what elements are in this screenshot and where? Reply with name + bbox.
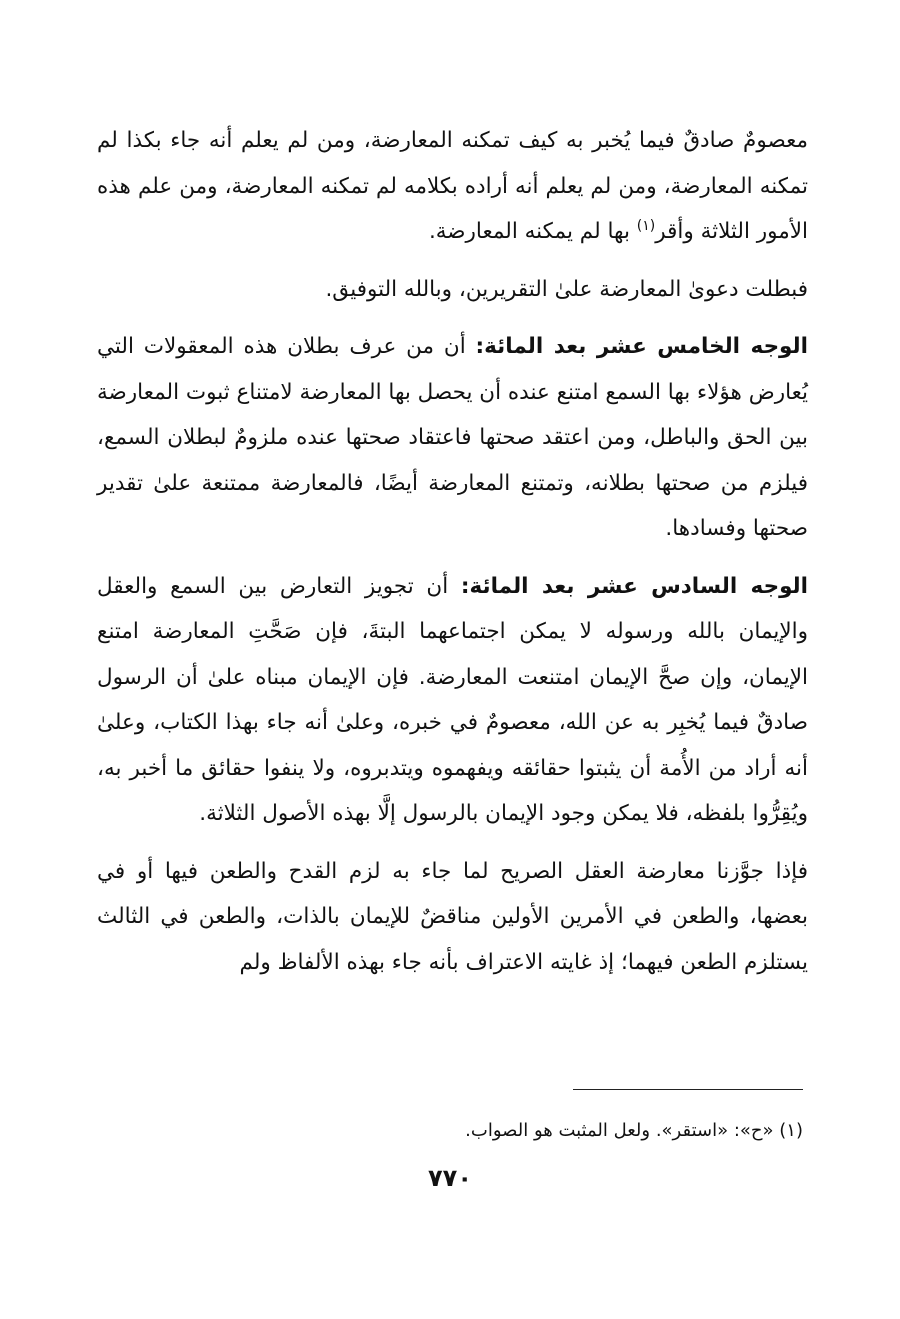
main-text bbox=[97, 118, 808, 985]
paragraph-1-text: معصومٌ صادقٌ فيما يُخبر به كيف تمكنه المعارضة، ومن لم يعلم أنه جاء بكذا لم تمكنه المعارضة، ومن لم يعلم أنه أراده بكلامه لم تمكنه المعارضة، ومن علم هذه الأمور الثلاثة وأقر bbox=[97, 128, 808, 244]
footnote-1: (١) «ح»: «استقر». ولعل المثبت هو الصواب. bbox=[465, 1120, 803, 1141]
paragraph-3-text: أن من عرف بطلان هذه المعقولات التي يُعارض هؤلاء بها السمع امتنع عنده أن يحصل بها المعارضة لامتناع ثبوت المعارضة بين الحق والباطل، ومن اعتقد صحتها فاعتقاد صحتها عنده ملزومٌ لبطلان السمع، فيلزم من صحتها بطلانه، وتمتنع المعارضة أيضًا، فالمعارضة ممتنعة علىٰ تقدير صحتها وفسادها. bbox=[97, 334, 808, 541]
footnote-separator bbox=[573, 1089, 803, 1090]
footnote-reference-1: (١) bbox=[636, 217, 656, 234]
paragraph-1-text-end: بها لم يمكنه المعارضة. bbox=[428, 219, 637, 244]
section-heading-116: الوجه السادس عشر بعد المائة: bbox=[460, 573, 808, 599]
paragraph-2: فبطلت دعوىٰ المعارضة علىٰ التقريرين، وبالله التوفيق. bbox=[325, 276, 808, 302]
paragraph-4-text: أن تجويز التعارض بين السمع والعقل والإيمان بالله ورسوله لا يمكن اجتماعهما البتةَ، فإن صَحَّتِ المعارضة امتنع الإيمان، وإن صحَّ الإيمان امتنعت المعارضة. فإن الإيمان مبناه علىٰ أن الرسول صادقٌ فيما يُخبِر به عن الله، معصومٌ في خبره، وعلىٰ أنه جاء بهذا الكتاب، وعلىٰ أنه أراد من الأُمة أن يثبتوا حقائقه ويفهموه ويتدبروه، ولا ينفوا حقائق ما أخبر به، ويُقِرُّوا بلفظه، فلا يمكن وجود الإيمان بالرسول إلَّا بهذه الأصول الثلاثة. bbox=[97, 573, 808, 826]
paragraph-5: فإذا جوَّزنا معارضة العقل الصريح لما جاء به لزم القدح والطعن فيها أو في بعضها، والطعن في الأمرين الأولين مناقضٌ للإيمان بالذات، والطعن في الثالث يستلزم الطعن فيهما؛ إذ غايته الاعتراف بأنه جاء بهذه الألفاظ ولم bbox=[97, 858, 808, 975]
paragraph-1 bbox=[97, 118, 808, 255]
paragraph-3 bbox=[97, 324, 808, 552]
section-heading-115: الوجه الخامس عشر بعد المائة: bbox=[475, 334, 808, 359]
page-number: ٧٧٠ bbox=[428, 1164, 472, 1192]
paragraph-4 bbox=[97, 564, 808, 837]
